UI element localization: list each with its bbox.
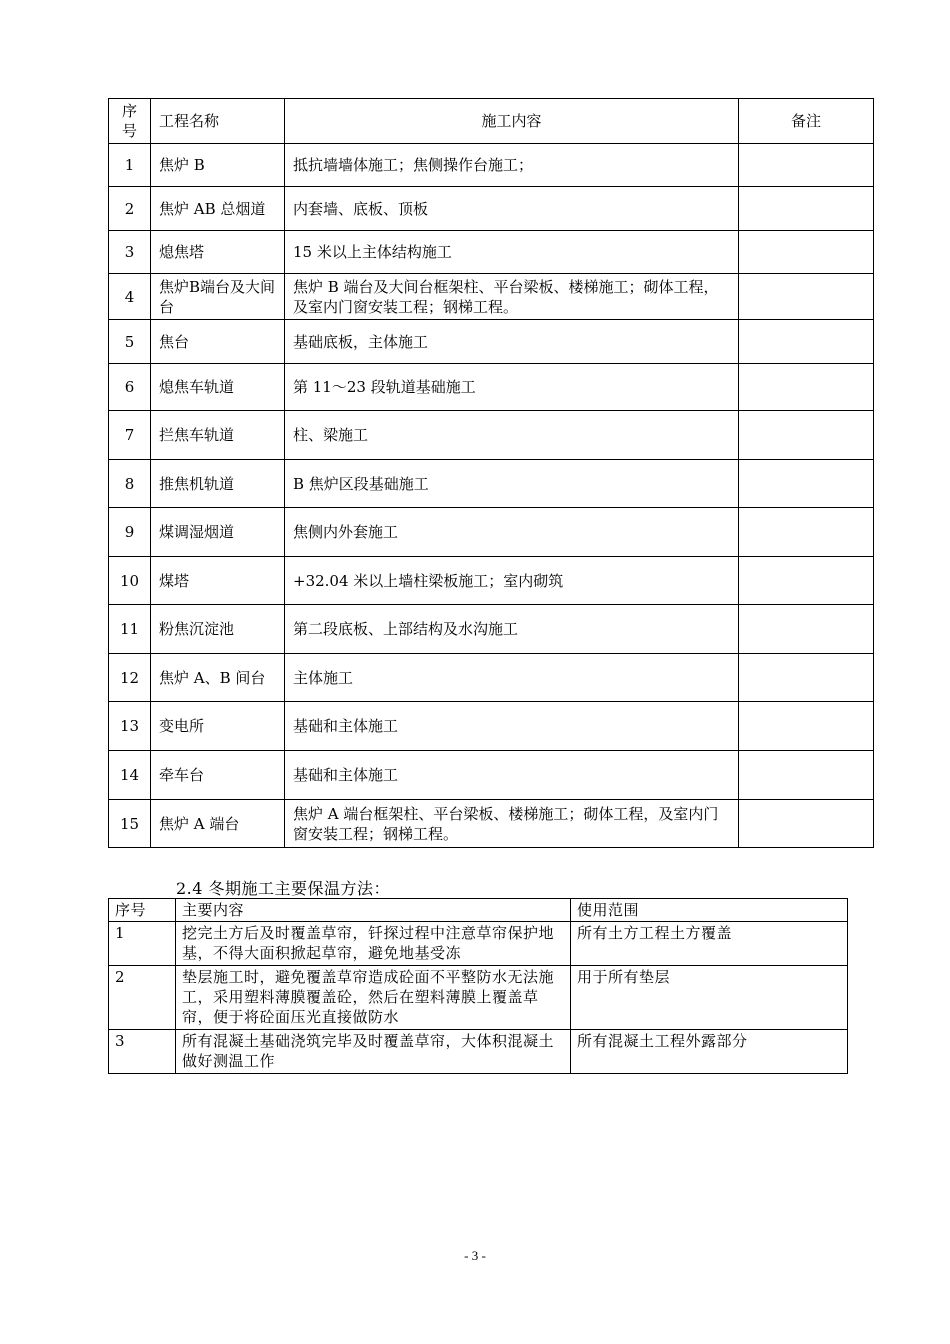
row-no: 7 xyxy=(109,411,151,460)
table-header-row xyxy=(109,899,848,922)
row-name: 焦炉 A 端台 xyxy=(151,800,285,848)
row-content: 所有混凝土基础浇筑完毕及时覆盖草帘，大体积混凝土做好测温工作 xyxy=(176,1030,571,1074)
row-no: 14 xyxy=(109,751,151,800)
row-remark xyxy=(739,557,874,605)
row-remark xyxy=(739,605,874,654)
row-content: 焦炉 A 端台框架柱、平台梁板、楼梯施工；砌体工程，及室内门窗安装工程；钢梯工程。 xyxy=(285,800,739,848)
table-row xyxy=(109,460,874,508)
row-content: 主体施工 xyxy=(285,654,739,702)
row-remark xyxy=(739,411,874,460)
row-name: 熄焦塔 xyxy=(151,231,285,274)
row-no: 9 xyxy=(109,508,151,557)
row-remark xyxy=(739,187,874,231)
row-no: 8 xyxy=(109,460,151,508)
header-scope: 使用范围 xyxy=(571,899,848,922)
table-row xyxy=(109,144,874,187)
row-name: 煤调湿烟道 xyxy=(151,508,285,557)
row-no: 5 xyxy=(109,320,151,364)
row-name: 焦炉 AB 总烟道 xyxy=(151,187,285,231)
winter-insulation-table xyxy=(108,898,848,1074)
table-row xyxy=(109,751,874,800)
row-name: 焦炉 A、B 间台 xyxy=(151,654,285,702)
header-content: 施工内容 xyxy=(285,99,739,144)
table-row xyxy=(109,411,874,460)
table-row xyxy=(109,231,874,274)
row-content: 基础底板，主体施工 xyxy=(285,320,739,364)
row-no: 3 xyxy=(109,231,151,274)
table-row xyxy=(109,966,848,1030)
row-content: 第二段底板、上部结构及水沟施工 xyxy=(285,605,739,654)
row-no: 15 xyxy=(109,800,151,848)
table-row xyxy=(109,187,874,231)
row-name: 粉焦沉淀池 xyxy=(151,605,285,654)
table-row xyxy=(109,320,874,364)
row-content: 内套墙、底板、顶板 xyxy=(285,187,739,231)
row-remark xyxy=(739,364,874,411)
header-remark: 备注 xyxy=(739,99,874,144)
row-name: 熄焦车轨道 xyxy=(151,364,285,411)
row-name: 牵车台 xyxy=(151,751,285,800)
row-content: 基础和主体施工 xyxy=(285,702,739,751)
row-remark xyxy=(739,274,874,320)
header-no: 序 号 xyxy=(109,99,151,144)
page-number: - 3 - xyxy=(464,1248,486,1263)
row-name: 变电所 xyxy=(151,702,285,751)
row-content: 柱、梁施工 xyxy=(285,411,739,460)
row-no: 1 xyxy=(109,922,176,966)
row-remark xyxy=(739,800,874,848)
section-title: 2.4 冬期施工主要保温方法： xyxy=(176,879,391,898)
row-remark xyxy=(739,320,874,364)
header-content: 主要内容 xyxy=(176,899,571,922)
row-no: 12 xyxy=(109,654,151,702)
row-no: 3 xyxy=(109,1030,176,1074)
table-row xyxy=(109,654,874,702)
row-name: 焦炉B端台及大间台 xyxy=(151,274,285,320)
row-remark xyxy=(739,144,874,187)
table-row xyxy=(109,1030,848,1074)
row-no: 1 xyxy=(109,144,151,187)
row-content: 第 11～23 段轨道基础施工 xyxy=(285,364,739,411)
row-remark xyxy=(739,702,874,751)
header-name: 工程名称 xyxy=(151,99,285,144)
row-remark xyxy=(739,654,874,702)
table-row xyxy=(109,274,874,320)
row-name: 拦焦车轨道 xyxy=(151,411,285,460)
row-scope: 所有混凝土工程外露部分 xyxy=(571,1030,848,1074)
table-row xyxy=(109,702,874,751)
row-content: 挖完土方后及时覆盖草帘，钎探过程中注意草帘保护地基，不得大面积掀起草帘，避免地基受冻 xyxy=(176,922,571,966)
row-content: 焦炉 B 端台及大间台框架柱、平台梁板、楼梯施工；砌体工程，及室内门窗安装工程；钢梯工程。 xyxy=(285,274,739,320)
table-row xyxy=(109,364,874,411)
table-row xyxy=(109,557,874,605)
table-row xyxy=(109,922,848,966)
row-name: 焦炉 B xyxy=(151,144,285,187)
row-no: 2 xyxy=(109,966,176,1030)
row-no: 11 xyxy=(109,605,151,654)
row-content: 15 米以上主体结构施工 xyxy=(285,231,739,274)
table-row xyxy=(109,605,874,654)
construction-schedule-table xyxy=(108,98,874,848)
row-remark xyxy=(739,508,874,557)
row-content: B 焦炉区段基础施工 xyxy=(285,460,739,508)
row-content: 基础和主体施工 xyxy=(285,751,739,800)
row-remark xyxy=(739,460,874,508)
row-no: 2 xyxy=(109,187,151,231)
table-header-row xyxy=(109,99,874,144)
row-scope: 所有土方工程土方覆盖 xyxy=(571,922,848,966)
row-name: 推焦机轨道 xyxy=(151,460,285,508)
row-content: 抵抗墙墙体施工；焦侧操作台施工； xyxy=(285,144,739,187)
table-row xyxy=(109,508,874,557)
row-content: 垫层施工时，避免覆盖草帘造成砼面不平整防水无法施工，采用塑料薄膜覆盖砼，然后在塑料薄膜上覆盖草帘，便于将砼面压光直接做防水 xyxy=(176,966,571,1030)
table-row xyxy=(109,800,874,848)
row-no: 10 xyxy=(109,557,151,605)
row-no: 4 xyxy=(109,274,151,320)
row-remark xyxy=(739,231,874,274)
row-content: 焦侧内外套施工 xyxy=(285,508,739,557)
row-name: 煤塔 xyxy=(151,557,285,605)
header-no: 序号 xyxy=(109,899,176,922)
row-content: +32.04 米以上墙柱梁板施工；室内砌筑 xyxy=(285,557,739,605)
row-scope: 用于所有垫层 xyxy=(571,966,848,1030)
row-no: 13 xyxy=(109,702,151,751)
row-name: 焦台 xyxy=(151,320,285,364)
row-remark xyxy=(739,751,874,800)
row-no: 6 xyxy=(109,364,151,411)
